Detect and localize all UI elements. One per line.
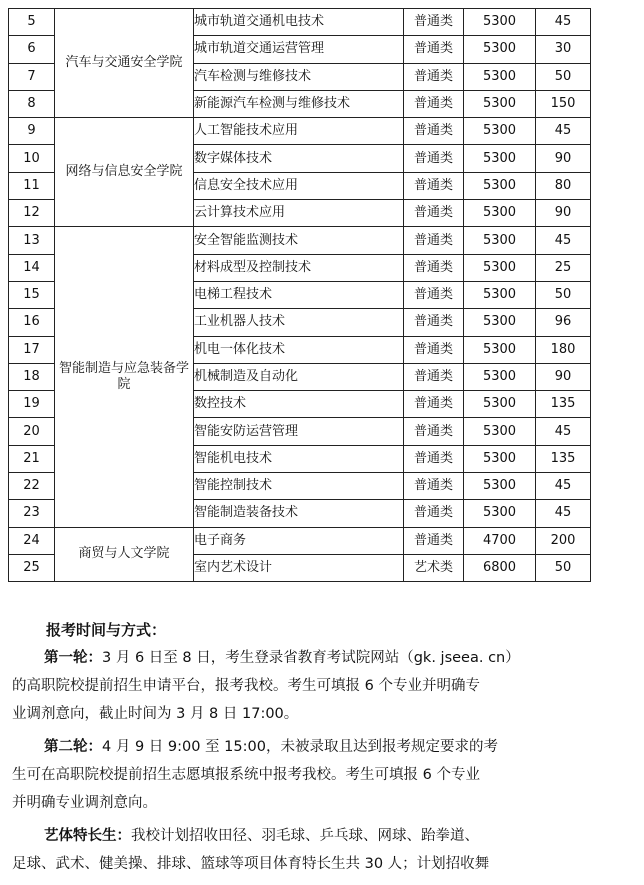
major-name: 数字媒体技术 [194,145,404,172]
major-name: 电梯工程技术 [194,281,404,308]
admission-type: 普通类 [404,500,464,527]
plan-count: 45 [536,227,591,254]
row-number: 13 [9,227,55,254]
table-row [9,227,591,254]
row-number: 21 [9,445,55,472]
admission-type: 普通类 [404,36,464,63]
admission-type: 普通类 [404,9,464,36]
admission-type: 普通类 [404,473,464,500]
row-number: 16 [9,309,55,336]
admission-type: 普通类 [404,336,464,363]
major-name: 城市轨道交通机电技术 [194,9,404,36]
major-name: 室内艺术设计 [194,554,404,581]
tuition-fee: 5300 [464,200,536,227]
major-name: 数控技术 [194,391,404,418]
major-name: 汽车检测与维修技术 [194,63,404,90]
art-text-line1: 我校计划招收田径、羽毛球、乒乓球、网球、跆拳道、 [131,828,479,844]
tuition-fee: 5300 [464,227,536,254]
row-number: 11 [9,172,55,199]
round1-text-line2: 的高职院校提前招生申请平台，报考我校。考生可填报 6 个专业并明确专 [12,678,480,694]
plan-count: 50 [536,281,591,308]
major-name: 智能控制技术 [194,473,404,500]
row-number: 7 [9,63,55,90]
row-number: 20 [9,418,55,445]
college-name: 汽车与交通安全学院 [55,9,194,118]
admission-type: 普通类 [404,363,464,390]
tuition-fee: 5300 [464,145,536,172]
row-number: 10 [9,145,55,172]
plan-count: 150 [536,90,591,117]
row-number: 17 [9,336,55,363]
row-number: 18 [9,363,55,390]
round1-lead: 第一轮： [44,650,102,666]
tuition-fee: 6800 [464,554,536,581]
plan-count: 50 [536,554,591,581]
plan-count: 45 [536,9,591,36]
major-name: 信息安全技术应用 [194,172,404,199]
admission-type: 普通类 [404,90,464,117]
major-name: 人工智能技术应用 [194,118,404,145]
major-name: 安全智能监测技术 [194,227,404,254]
plan-count: 90 [536,200,591,227]
admission-type: 普通类 [404,281,464,308]
round2-text-line1: 4 月 9 日 9:00 至 15:00，未被录取且达到报考规定要求的考 [102,739,498,755]
art-lead: 艺体特长生： [44,828,131,844]
college-name: 商贸与人文学院 [55,527,194,582]
admission-type: 普通类 [404,200,464,227]
plan-count: 90 [536,363,591,390]
round1-text-line3: 业调剂意向，截止时间为 3 月 8 日 17:00。 [12,706,299,722]
plan-count: 96 [536,309,591,336]
plan-count: 50 [536,63,591,90]
plan-count: 135 [536,445,591,472]
row-number: 24 [9,527,55,554]
major-name: 工业机器人技术 [194,309,404,336]
tuition-fee: 5300 [464,391,536,418]
table-row [9,9,591,36]
plan-count: 45 [536,473,591,500]
major-name: 机电一体化技术 [194,336,404,363]
row-number: 6 [9,36,55,63]
admission-type: 普通类 [404,227,464,254]
tuition-fee: 5300 [464,63,536,90]
section-title: 报考时间与方式： [46,621,167,639]
round2-lead: 第二轮： [44,739,102,755]
round2-text-line2: 生可在高职院校提前招生志愿填报系统中报考我校。考生可填报 6 个专业 [12,767,480,783]
row-number: 25 [9,554,55,581]
college-name: 智能制造与应急装备学院 [55,227,194,527]
tuition-fee: 5300 [464,500,536,527]
row-number: 15 [9,281,55,308]
tuition-fee: 5300 [464,90,536,117]
admission-type: 普通类 [404,118,464,145]
admission-type: 普通类 [404,309,464,336]
tuition-fee: 5300 [464,363,536,390]
admission-type: 普通类 [404,145,464,172]
row-number: 23 [9,500,55,527]
admission-type: 普通类 [404,172,464,199]
plan-count: 80 [536,172,591,199]
tuition-fee: 5300 [464,9,536,36]
row-number: 19 [9,391,55,418]
plan-count: 180 [536,336,591,363]
tuition-fee: 5300 [464,118,536,145]
plan-count: 30 [536,36,591,63]
plan-count: 135 [536,391,591,418]
college-name: 网络与信息安全学院 [55,118,194,227]
admission-type: 普通类 [404,445,464,472]
major-name: 新能源汽车检测与维修技术 [194,90,404,117]
row-number: 14 [9,254,55,281]
tuition-fee: 4700 [464,527,536,554]
admission-type: 普通类 [404,254,464,281]
plan-count: 200 [536,527,591,554]
tuition-fee: 5300 [464,172,536,199]
major-name: 智能安防运营管理 [194,418,404,445]
tuition-fee: 5300 [464,281,536,308]
plan-count: 45 [536,118,591,145]
row-number: 8 [9,90,55,117]
table-row [9,527,591,554]
round2-text-line3: 并明确专业调剂意向。 [12,795,157,811]
major-name: 智能制造装备技术 [194,500,404,527]
major-name: 材料成型及控制技术 [194,254,404,281]
tuition-fee: 5300 [464,336,536,363]
tuition-fee: 5300 [464,473,536,500]
admission-type: 普通类 [404,391,464,418]
row-number: 22 [9,473,55,500]
tuition-fee: 5300 [464,418,536,445]
art-paragraph [12,822,632,878]
admission-type: 普通类 [404,527,464,554]
major-name: 云计算技术应用 [194,200,404,227]
tuition-fee: 5300 [464,309,536,336]
major-name: 智能机电技术 [194,445,404,472]
row-number: 5 [9,9,55,36]
admission-type: 艺术类 [404,554,464,581]
row-number: 12 [9,200,55,227]
major-name: 电子商务 [194,527,404,554]
admission-type: 普通类 [404,418,464,445]
plan-count: 90 [536,145,591,172]
art-text-line2: 足球、武术、健美操、排球、篮球等项目体育特长生共 30 人；计划招收舞 [12,856,490,872]
table-row [9,118,591,145]
major-name: 城市轨道交通运营管理 [194,36,404,63]
plan-count: 45 [536,418,591,445]
round1-text-line1: 3 月 6 日至 8 日，考生登录省教育考试院网站（gk. jseea. cn） [102,650,520,666]
plan-count: 25 [536,254,591,281]
row-number: 9 [9,118,55,145]
plan-count: 45 [536,500,591,527]
admission-plan-table [8,8,591,582]
major-name: 机械制造及自动化 [194,363,404,390]
round1-paragraph [12,644,632,728]
tuition-fee: 5300 [464,36,536,63]
tuition-fee: 5300 [464,445,536,472]
round2-paragraph [12,733,632,817]
tuition-fee: 5300 [464,254,536,281]
admission-type: 普通类 [404,63,464,90]
